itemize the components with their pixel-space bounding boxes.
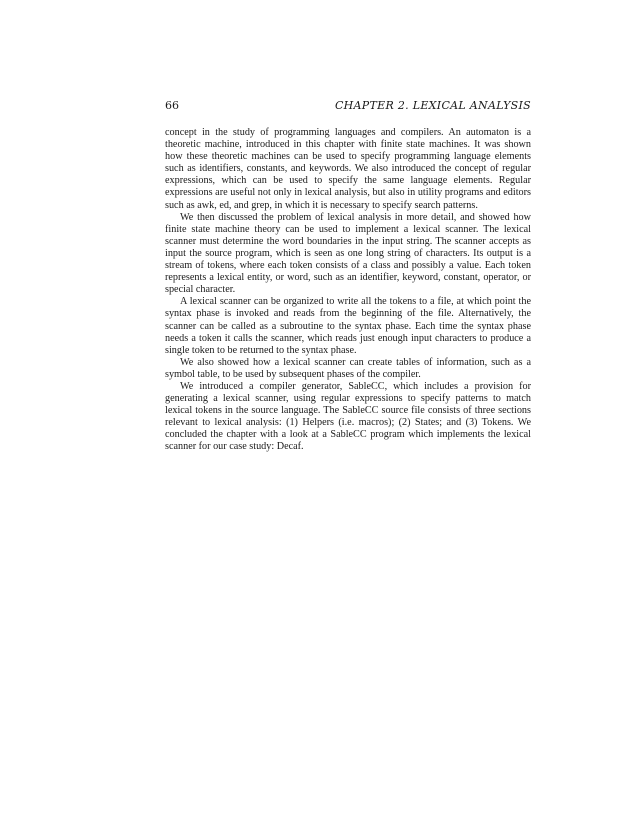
page-header <box>165 99 531 113</box>
paragraph-scanner-organization: A lexical scanner can be organized to write all the tokens to a file, at which point the syntax phase is invoked and reads from the beginning of the file. Alternatively, the scanner can be called as a subroutine to the syntax phase. Each time the syntax phase needs a token it calls the scanner, which reads just enough input characters to produce a single token to be returned to the syntax phase. <box>165 296 531 356</box>
paragraph-lexical-scanner: We then discussed the problem of lexical analysis in more detail, and showed how finite state machine theory can be used to implement a lexical scanner. The lexical scanner must determine the word boundaries in the input string. The scanner accepts as input the source program, which is seen as one long string of characters. Its output is a stream of tokens, where each token consists of a class and possibly a value. Each token represents a lexical entity, or word, such as an identifier, keyword, constant, operator, or special character. <box>165 211 531 296</box>
paragraph-continued: concept in the study of programming languages and compilers. An automaton is a theoretic machine, introduced in this chapter with finite state machines. It was shown how these theoretic machines can be used to specify programming language elements such as identifiers, constants, and keywords. We also introduced the concept of regular expressions, which can be used to specify the same language elements. Regular expressions are useful not only in lexical analysis, but also in utility programs and editors such as awk, ed, and grep, in which it is necessary to specify search patterns. <box>165 127 531 211</box>
paragraph-symbol-table: We also showed how a lexical scanner can create tables of information, such as a symbol table, to be used by subsequent phases of the compiler. <box>165 356 531 380</box>
paragraph-sablecc: We introduced a compiler generator, SableCC, which includes a provision for generating a lexical scanner, using regular expressions to specify patterns to match lexical tokens in the source language. The SableCC source file consists of three sections relevant to lexical analysis: (1) Helpers (i.e. macros); (2) States; and (3) Tokens. We concluded the chapter with a look at a SableCC program which implements the lexical scanner for our case study: Decaf. <box>165 380 531 453</box>
page-number: 66 <box>165 99 179 112</box>
body-text <box>165 127 531 454</box>
running-head: CHAPTER 2. LEXICAL ANALYSIS <box>334 99 531 112</box>
